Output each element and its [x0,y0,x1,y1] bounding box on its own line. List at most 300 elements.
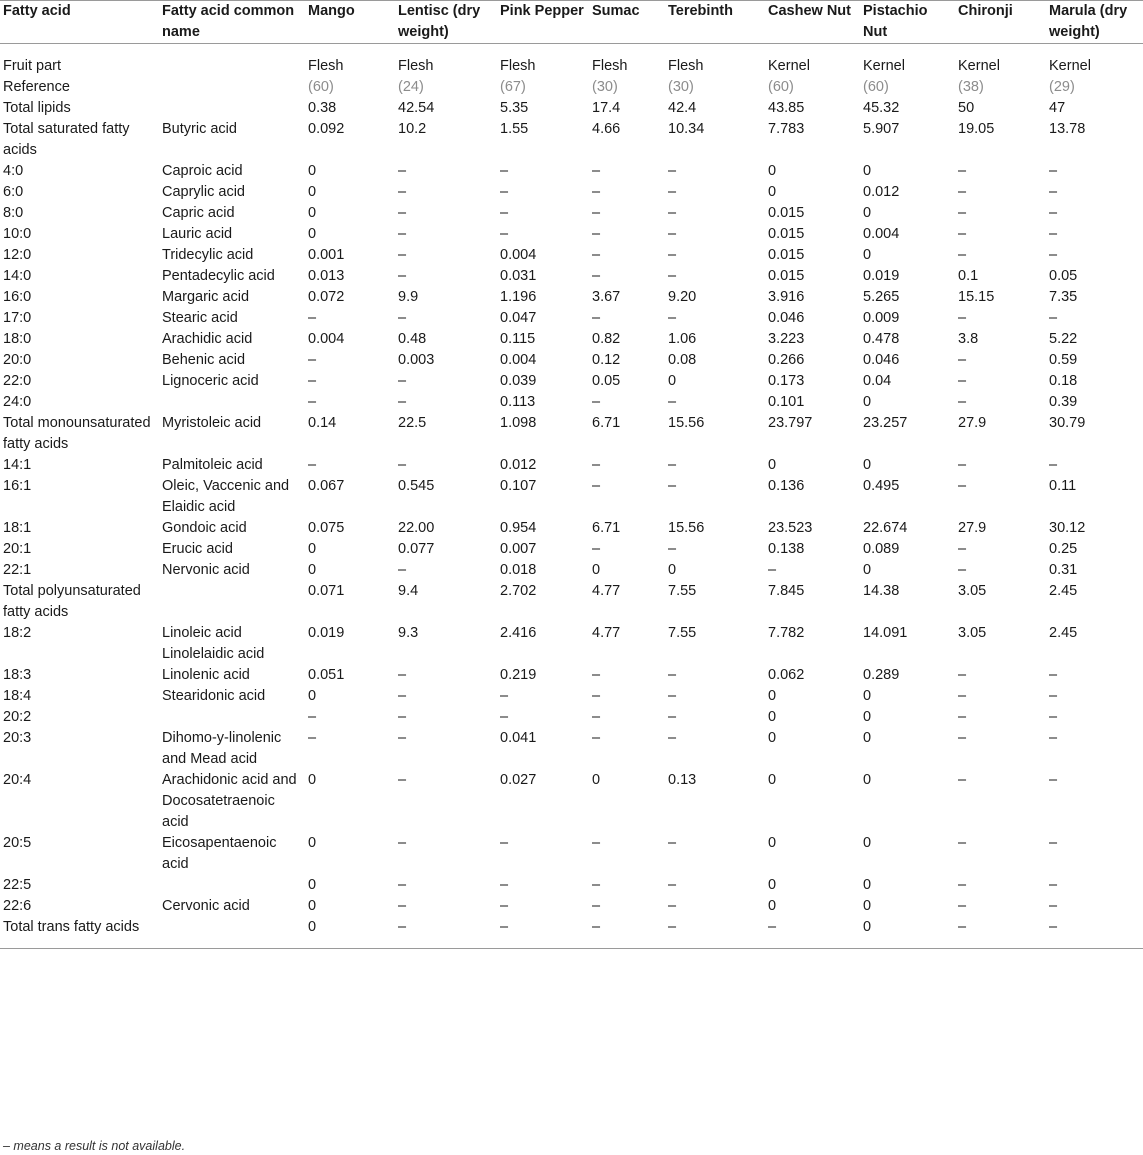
value-cell: 47 [1049,100,1066,116]
value-cell: 0 [768,835,777,851]
value-cell: 0 [768,709,777,725]
table-row [0,371,1143,392]
value-cell: 0.067 [308,478,345,494]
value-cell: – [500,184,509,200]
value-cell: – [668,478,677,494]
value-cell: 0.136 [768,478,805,494]
value-cell: 0 [308,688,317,704]
value-cell: 3.05 [958,583,987,599]
value-cell: – [308,373,317,389]
value-cell: 0.072 [308,289,345,305]
value-cell: 0.478 [863,331,900,347]
value-cell: 0.071 [308,583,345,599]
value-cell: – [398,205,407,221]
value-cell: 0.051 [308,667,345,683]
common-name-cell: Palmitoleic acid [162,457,263,473]
value-cell: – [308,310,317,326]
value-cell: – [592,667,601,683]
value-cell: 10.34 [668,121,705,137]
row-label: 22:6 [3,898,32,914]
value-cell: 0.015 [768,268,805,284]
value-cell: – [592,184,601,200]
value-cell: 0 [308,163,317,179]
value-cell: 0 [863,562,872,578]
value-cell: 0 [305,917,395,949]
value-cell: 3.916 [768,289,805,305]
common-name-cell: Caproic acid [162,163,243,179]
row-label: Total polyunsaturated fatty acids [3,583,141,620]
value-cell: 0 [308,898,317,914]
row-label: Total trans fatty acids [0,917,159,949]
value-cell: – [668,688,677,704]
value-cell: 42.54 [398,100,435,116]
row-label: 10:0 [3,226,32,242]
value-cell: 0.04 [863,373,892,389]
value-cell: 0.092 [308,121,345,137]
value-cell: 22.674 [863,520,908,536]
value-cell: 5.22 [1049,331,1078,347]
row-label: 22:1 [3,562,32,578]
value-cell: 0.219 [500,667,537,683]
row-label: Total lipids [3,100,71,116]
value-cell: 0 [863,730,872,746]
value-cell: – [1049,184,1058,200]
row-label: 18:4 [3,688,32,704]
value-cell: – [500,835,509,851]
value-cell: – [592,709,601,725]
value-cell: 1.55 [500,121,529,137]
value-cell: 30.12 [1049,520,1086,536]
table-row [0,266,1143,287]
value-cell: – [592,310,601,326]
value-cell: – [668,835,677,851]
value-cell: 0.266 [768,352,805,368]
value-cell: – [592,835,601,851]
row-label: 14:1 [3,457,32,473]
value-cell: (60) [308,79,334,95]
table-row [0,182,1143,203]
value-cell: 0.089 [863,541,900,557]
table-row [0,455,1143,476]
table-row [0,833,1143,875]
value-cell: – [1049,835,1058,851]
value-cell: – [958,394,967,410]
value-cell: 0 [308,877,317,893]
value-cell: 0.046 [863,352,900,368]
value-cell: 0 [863,247,872,263]
table-header [0,1,1143,44]
value-cell: 22.5 [398,415,427,431]
value-cell: 3.05 [958,625,987,641]
table-row [0,728,1143,770]
value-cell: – [398,226,407,242]
value-cell: 0.173 [768,373,805,389]
value-cell: 10.2 [398,121,427,137]
table-row [0,77,1143,98]
value-cell: – [308,394,317,410]
value-cell: 0 [768,730,777,746]
value-cell: – [592,541,601,557]
table-row [0,44,1143,78]
table-row [0,413,1143,455]
value-cell: 2.45 [1049,583,1078,599]
column-header: Cashew Nut [765,1,860,44]
value-cell: 0.013 [308,268,345,284]
value-cell: – [398,247,407,263]
value-cell: – [958,667,967,683]
value-cell: 0.11 [1049,478,1077,494]
value-cell: – [398,184,407,200]
value-cell: – [668,226,677,242]
row-label: 22:5 [3,877,32,893]
value-cell: – [589,917,665,949]
value-cell: 0 [668,373,677,389]
common-name-cell: Oleic, Vaccenic and Elaidic acid [162,478,290,515]
value-cell: – [668,730,677,746]
value-cell: 43.85 [768,100,805,116]
row-label: Total saturated fatty acids [3,121,130,158]
common-name-cell: Eicosapentaenoic acid [162,835,277,872]
value-cell: 0 [768,772,777,788]
common-name-cell [159,44,305,78]
value-cell: 0 [768,457,777,473]
value-cell: 0 [768,877,777,893]
value-cell: 27.9 [958,415,987,431]
value-cell: 0 [863,394,872,410]
row-label: 20:5 [3,835,32,851]
value-cell: – [668,709,677,725]
value-cell: 0.495 [863,478,900,494]
value-cell: 17.4 [592,100,621,116]
value-cell: – [592,688,601,704]
value-cell: – [308,352,317,368]
column-header: Fatty acid common name [159,1,305,44]
column-header: Pink Pepper [497,1,589,44]
value-cell: – [668,457,677,473]
value-cell: – [768,562,777,578]
value-cell: Flesh [592,58,628,74]
value-cell: – [1049,163,1058,179]
value-cell: 0 [863,835,872,851]
value-cell: 0.004 [863,226,900,242]
row-label: 12:0 [3,247,32,263]
common-name-cell [159,875,305,896]
value-cell: 0.018 [500,562,537,578]
value-cell: – [398,310,407,326]
column-header: Sumac [589,1,665,44]
value-cell: 0 [863,877,872,893]
value-cell: 0 [863,709,872,725]
table-body [0,44,1143,949]
value-cell: – [958,226,967,242]
value-cell: 0.019 [863,268,900,284]
value-cell: 1.098 [500,415,537,431]
value-cell: 9.20 [668,289,697,305]
value-cell: – [500,709,509,725]
value-cell: 0 [860,917,955,949]
row-label: 20:0 [3,352,32,368]
value-cell: – [398,268,407,284]
value-cell: 0.05 [1049,268,1078,284]
value-cell: Flesh [668,58,704,74]
column-header: Pistachio Nut [860,1,955,44]
value-cell: 2.416 [500,625,537,641]
value-cell: 42.4 [668,100,697,116]
common-name-cell: Dihomo-y-linolenic and Mead acid [162,730,282,767]
table-row [0,161,1143,182]
table-row [0,308,1143,329]
common-name-cell: Stearic acid [162,310,238,326]
value-cell: – [955,917,1046,949]
common-name-cell: Arachidic acid [162,331,253,347]
value-cell: 2.702 [500,583,537,599]
value-cell: – [398,163,407,179]
value-cell: Kernel [1049,58,1091,74]
value-cell: – [592,457,601,473]
value-cell: (24) [398,79,424,95]
value-cell: 0.12 [592,352,621,368]
value-cell: – [1046,917,1143,949]
value-cell: – [592,394,601,410]
table-row [0,917,1143,949]
value-cell: 0.39 [1049,394,1078,410]
value-cell: – [958,310,967,326]
value-cell: 15.56 [668,415,705,431]
value-cell: 9.4 [398,583,419,599]
value-cell: – [958,772,967,788]
value-cell: 3.8 [958,331,979,347]
value-cell: 0.003 [398,352,435,368]
value-cell: 7.55 [668,583,697,599]
value-cell: 0.289 [863,667,900,683]
value-cell: 0.954 [500,520,537,536]
value-cell: – [958,352,967,368]
value-cell: – [1049,877,1058,893]
value-cell: – [958,877,967,893]
value-cell: 14.38 [863,583,900,599]
value-cell: 6.71 [592,520,621,536]
value-cell: 0.004 [500,247,537,263]
value-cell: Kernel [768,58,810,74]
common-name-cell: Capric acid [162,205,235,221]
value-cell: – [1049,772,1058,788]
value-cell: 0.107 [500,478,537,494]
value-cell: 0.05 [592,373,621,389]
header-row [0,1,1143,44]
value-cell: – [958,730,967,746]
value-cell: – [1049,730,1058,746]
column-header: Fatty acid [0,1,159,44]
common-name-cell: Lignoceric acid [162,373,259,389]
value-cell: 0.25 [1049,541,1078,557]
value-cell: – [958,688,967,704]
common-name-cell [159,707,305,728]
value-cell: 5.265 [863,289,900,305]
value-cell: 0 [308,772,317,788]
value-cell: 27.9 [958,520,987,536]
value-cell: – [398,667,407,683]
value-cell: 7.845 [768,583,805,599]
common-name-cell: Lauric acid [162,226,233,242]
row-label: 18:3 [3,667,32,683]
value-cell: Kernel [863,58,905,74]
table-row [0,686,1143,707]
value-cell: – [668,898,677,914]
value-cell: 0.015 [768,205,805,221]
value-cell: – [592,730,601,746]
value-cell: 7.35 [1049,289,1078,305]
value-cell: 23.523 [768,520,813,536]
value-cell: 0 [768,184,777,200]
value-cell: 0 [863,688,872,704]
value-cell: 0.015 [768,226,805,242]
common-name-cell [159,392,305,413]
value-cell: 0.38 [308,100,337,116]
value-cell: – [398,772,407,788]
value-cell: – [500,877,509,893]
value-cell: 5.35 [500,100,529,116]
value-cell: – [1049,688,1058,704]
value-cell: 0.015 [768,247,805,263]
table-row [0,119,1143,161]
value-cell: 22.00 [398,520,435,536]
common-name-cell: Pentadecylic acid [162,268,275,284]
value-cell: – [958,373,967,389]
value-cell: – [308,457,317,473]
value-cell: 0.027 [500,772,537,788]
row-label: 20:4 [3,772,32,788]
table-row [0,770,1143,833]
value-cell: – [592,247,601,263]
common-name-cell: Stearidonic acid [162,688,266,704]
value-cell: 0 [668,562,677,578]
value-cell: – [958,898,967,914]
value-cell: 0.113 [500,394,536,410]
value-cell: – [668,268,677,284]
value-cell: – [398,562,407,578]
value-cell: – [592,877,601,893]
value-cell: 0.019 [308,625,345,641]
value-cell: – [765,917,860,949]
value-cell: 6.71 [592,415,621,431]
value-cell: 13.78 [1049,121,1086,137]
table-row [0,560,1143,581]
value-cell: 0.062 [768,667,805,683]
row-label: 14:0 [3,268,32,284]
common-name-cell: Gondoic acid [162,520,247,536]
value-cell: – [398,709,407,725]
value-cell: 0.004 [308,331,345,347]
value-cell: Kernel [958,58,1000,74]
value-cell: 45.32 [863,100,900,116]
value-cell: – [398,835,407,851]
row-label: 6:0 [3,184,24,200]
value-cell: – [958,205,967,221]
value-cell: 0 [308,562,317,578]
table-row [0,581,1143,623]
value-cell: – [592,478,601,494]
value-cell: (30) [668,79,694,95]
column-header: Terebinth [665,1,765,44]
value-cell: – [592,898,601,914]
value-cell: 0.077 [398,541,435,557]
value-cell: – [398,730,407,746]
common-name-cell [159,917,305,949]
table-row [0,896,1143,917]
row-label: 20:3 [3,730,32,746]
value-cell: 0.012 [863,184,900,200]
table-row [0,98,1143,119]
value-cell: – [665,917,765,949]
row-label: 18:1 [3,520,32,536]
value-cell: 0.041 [500,730,537,746]
value-cell: (30) [592,79,618,95]
row-label: 22:0 [3,373,32,389]
common-name-cell: Cervonic acid [162,898,250,914]
value-cell: 0 [863,205,872,221]
value-cell: 9.9 [398,289,419,305]
table-row [0,623,1143,665]
value-cell: 0.48 [398,331,427,347]
value-cell: – [668,877,677,893]
common-name-cell [159,77,305,98]
table-row [0,329,1143,350]
value-cell: 15.56 [668,520,705,536]
value-cell: 0.59 [1049,352,1078,368]
value-cell: – [958,562,967,578]
value-cell: 0.012 [500,457,537,473]
value-cell: – [668,394,677,410]
value-cell: – [500,688,509,704]
value-cell: – [958,247,967,263]
value-cell: – [398,394,407,410]
value-cell: – [958,163,967,179]
value-cell: – [592,226,601,242]
value-cell: – [958,541,967,557]
value-cell: – [1049,310,1058,326]
row-label: 16:1 [3,478,32,494]
value-cell: 0.14 [308,415,337,431]
value-cell: – [958,184,967,200]
table-row [0,476,1143,518]
value-cell: 0.31 [1049,562,1078,578]
table-row [0,350,1143,371]
common-name-cell [159,581,305,623]
table-row [0,518,1143,539]
column-header: Chironji [955,1,1046,44]
value-cell: 0 [592,772,601,788]
row-label: 17:0 [3,310,32,326]
value-cell: – [668,667,677,683]
value-cell: 5.907 [863,121,900,137]
row-label: 8:0 [3,205,24,221]
common-name-cell: Margaric acid [162,289,250,305]
row-label: 4:0 [3,163,24,179]
value-cell: 0 [308,184,317,200]
value-cell: – [1049,457,1058,473]
common-name-cell: Erucic acid [162,541,233,557]
common-name-cell: Myristoleic acid [162,415,262,431]
value-cell: 0 [768,898,777,914]
value-cell: 0.001 [308,247,345,263]
common-name-cell: Behenic acid [162,352,246,368]
value-cell: 0.101 [768,394,805,410]
value-cell: 0.046 [768,310,805,326]
table-row [0,707,1143,728]
table-footnote: – means a result is not available. [3,1139,186,1153]
table-row [0,392,1143,413]
common-name-cell [159,98,305,119]
